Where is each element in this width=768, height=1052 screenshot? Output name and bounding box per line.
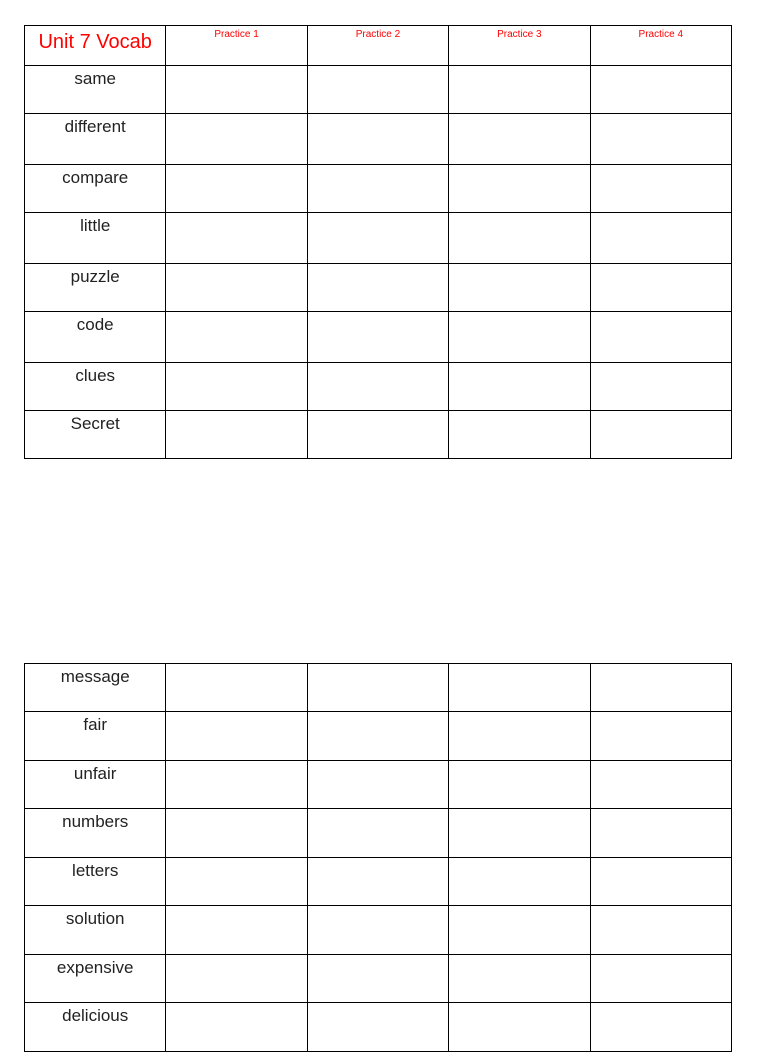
practice-2-blank[interactable]	[307, 114, 448, 165]
vocab-word: code	[25, 312, 166, 363]
vocab-row	[25, 114, 732, 165]
practice-1-blank[interactable]	[166, 165, 307, 213]
vocab-row	[25, 1003, 732, 1052]
vocab-word: same	[25, 66, 166, 114]
practice-4-blank[interactable]	[590, 114, 731, 165]
practice-4-blank[interactable]	[590, 712, 731, 761]
practice-2-blank[interactable]	[307, 858, 448, 906]
vocab-row	[25, 664, 732, 712]
practice-2-blank[interactable]	[307, 165, 448, 213]
practice-2-header: Practice 2	[307, 26, 448, 66]
vocab-row	[25, 906, 732, 955]
practice-1-blank[interactable]	[166, 66, 307, 114]
practice-1-blank[interactable]	[166, 363, 307, 411]
practice-3-blank[interactable]	[449, 213, 590, 264]
practice-2-blank[interactable]	[307, 66, 448, 114]
practice-2-blank[interactable]	[307, 411, 448, 459]
practice-3-blank[interactable]	[449, 664, 590, 712]
practice-2-blank[interactable]	[307, 1003, 448, 1052]
vocab-word: solution	[25, 906, 166, 955]
vocab-row	[25, 264, 732, 312]
practice-1-blank[interactable]	[166, 858, 307, 906]
practice-2-blank[interactable]	[307, 906, 448, 955]
practice-4-blank[interactable]	[590, 411, 731, 459]
practice-3-blank[interactable]	[449, 66, 590, 114]
practice-3-blank[interactable]	[449, 761, 590, 809]
vocab-word: Secret	[25, 411, 166, 459]
worksheet-title: Unit 7 Vocab	[25, 26, 166, 66]
vocab-table-1	[24, 25, 732, 459]
practice-3-blank[interactable]	[449, 264, 590, 312]
practice-4-header: Practice 4	[590, 26, 731, 66]
vocab-row	[25, 761, 732, 809]
practice-4-blank[interactable]	[590, 664, 731, 712]
vocab-word: compare	[25, 165, 166, 213]
header-row	[25, 26, 732, 66]
practice-2-blank[interactable]	[307, 761, 448, 809]
practice-4-blank[interactable]	[590, 264, 731, 312]
practice-4-blank[interactable]	[590, 858, 731, 906]
practice-3-blank[interactable]	[449, 906, 590, 955]
practice-1-blank[interactable]	[166, 114, 307, 165]
practice-4-blank[interactable]	[590, 955, 731, 1003]
vocab-row	[25, 165, 732, 213]
practice-4-blank[interactable]	[590, 906, 731, 955]
vocab-word: message	[25, 664, 166, 712]
practice-3-blank[interactable]	[449, 955, 590, 1003]
vocab-row	[25, 712, 732, 761]
practice-2-blank[interactable]	[307, 264, 448, 312]
vocab-word: unfair	[25, 761, 166, 809]
practice-4-blank[interactable]	[590, 165, 731, 213]
practice-3-blank[interactable]	[449, 712, 590, 761]
practice-2-blank[interactable]	[307, 363, 448, 411]
vocab-row	[25, 312, 732, 363]
practice-3-blank[interactable]	[449, 1003, 590, 1052]
practice-4-blank[interactable]	[590, 809, 731, 858]
practice-1-blank[interactable]	[166, 809, 307, 858]
practice-4-blank[interactable]	[590, 363, 731, 411]
vocab-word: clues	[25, 363, 166, 411]
vocab-word: puzzle	[25, 264, 166, 312]
practice-2-blank[interactable]	[307, 809, 448, 858]
practice-3-blank[interactable]	[449, 363, 590, 411]
practice-4-blank[interactable]	[590, 1003, 731, 1052]
practice-1-blank[interactable]	[166, 664, 307, 712]
practice-1-blank[interactable]	[166, 906, 307, 955]
practice-2-blank[interactable]	[307, 213, 448, 264]
vocab-row	[25, 411, 732, 459]
practice-1-blank[interactable]	[166, 411, 307, 459]
practice-4-blank[interactable]	[590, 761, 731, 809]
practice-4-blank[interactable]	[590, 213, 731, 264]
practice-3-blank[interactable]	[449, 809, 590, 858]
practice-2-blank[interactable]	[307, 312, 448, 363]
practice-1-header: Practice 1	[166, 26, 307, 66]
practice-4-blank[interactable]	[590, 312, 731, 363]
practice-1-blank[interactable]	[166, 1003, 307, 1052]
vocab-word: expensive	[25, 955, 166, 1003]
vocab-word: letters	[25, 858, 166, 906]
practice-2-blank[interactable]	[307, 955, 448, 1003]
vocab-row	[25, 213, 732, 264]
practice-2-blank[interactable]	[307, 712, 448, 761]
vocab-word: delicious	[25, 1003, 166, 1052]
practice-1-blank[interactable]	[166, 761, 307, 809]
vocab-row	[25, 363, 732, 411]
vocab-row	[25, 955, 732, 1003]
practice-1-blank[interactable]	[166, 213, 307, 264]
practice-3-blank[interactable]	[449, 312, 590, 363]
practice-1-blank[interactable]	[166, 712, 307, 761]
practice-4-blank[interactable]	[590, 66, 731, 114]
practice-3-blank[interactable]	[449, 858, 590, 906]
practice-3-blank[interactable]	[449, 411, 590, 459]
vocab-word: numbers	[25, 809, 166, 858]
vocab-word: little	[25, 213, 166, 264]
practice-3-blank[interactable]	[449, 165, 590, 213]
practice-3-header: Practice 3	[449, 26, 590, 66]
vocab-word: different	[25, 114, 166, 165]
practice-1-blank[interactable]	[166, 312, 307, 363]
vocab-word: fair	[25, 712, 166, 761]
practice-3-blank[interactable]	[449, 114, 590, 165]
vocab-row	[25, 858, 732, 906]
vocab-row	[25, 66, 732, 114]
practice-2-blank[interactable]	[307, 664, 448, 712]
practice-1-blank[interactable]	[166, 264, 307, 312]
vocab-table-2	[24, 663, 732, 1052]
vocab-row	[25, 809, 732, 858]
practice-1-blank[interactable]	[166, 955, 307, 1003]
